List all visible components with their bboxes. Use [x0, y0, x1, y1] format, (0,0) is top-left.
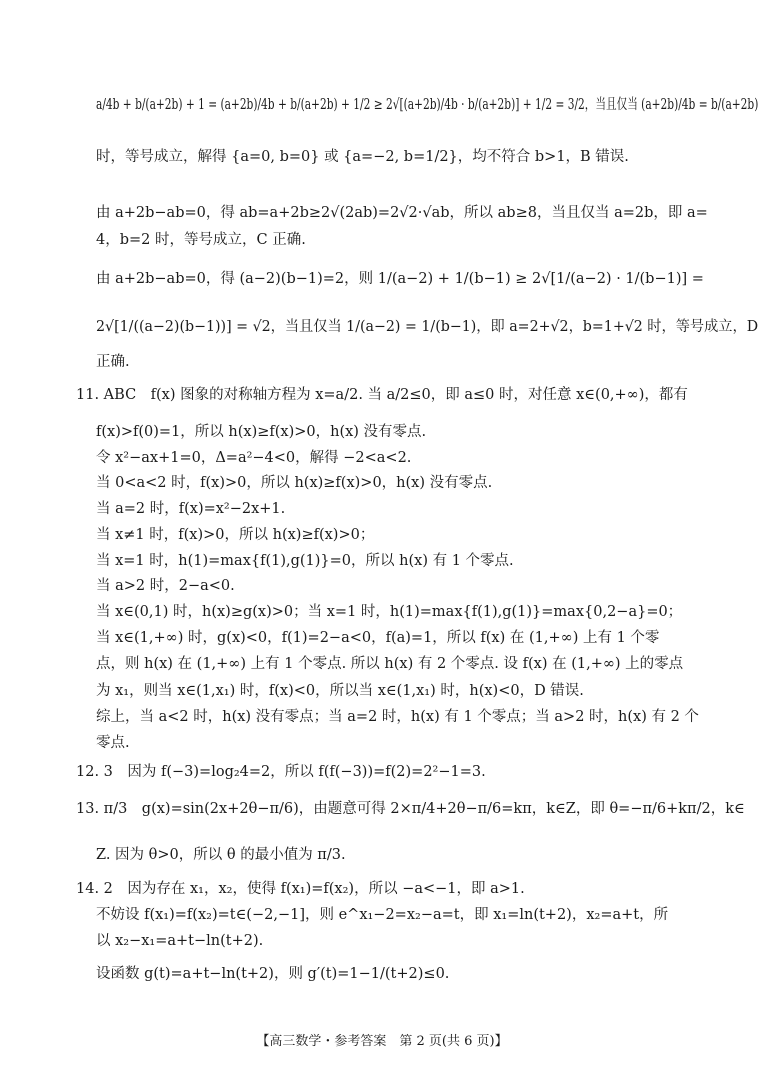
text-line: 令 x²−ax+1=0，Δ=a²−4<0，解得 −2<a<2. [96, 450, 412, 466]
text-line: f(x)>f(0)=1，所以 h(x)≥f(x)>0，h(x) 没有零点. [96, 424, 427, 440]
text-line: 14. 2 因为存在 x₁，x₂，使得 f(x₁)=f(x₂)，所以 −a<−1，即 a>1. [76, 881, 525, 897]
text-line: 当 x≠1 时，f(x)>0，所以 h(x)≥f(x)>0； [96, 527, 375, 543]
text-line: 当 a>2 时，2−a<0. [96, 578, 235, 594]
text-line: 4，b=2 时，等号成立，C 正确. [96, 232, 306, 248]
text-line: 2√[1/((a−2)(b−1))] = √2，当且仅当 1/(a−2) = 1/(b−1)，即 a=2+√2，b=1+√2 时，等号成立，D [96, 319, 759, 335]
text-line: 当 x∈(0,1) 时，h(x)≥g(x)>0；当 x=1 时，h(1)=max{f(1),g(1)}=max{0,2−a}=0； [96, 604, 683, 620]
text-line: 当 x=1 时，h(1)=max{f(1),g(1)}=0，所以 h(x) 有 1 个零点. [96, 553, 514, 569]
text-line: 当 x∈(1,+∞) 时，g(x)<0，f(1)=2−a<0，f(a)=1，所以 f(x) 在 (1,+∞) 上有 1 个零 [96, 630, 660, 646]
text-line: Z. 因为 θ>0，所以 θ 的最小值为 π/3. [96, 847, 346, 863]
text-line: 11. ABC f(x) 图象的对称轴方程为 x=a/2. 当 a/2≤0，即 a≤0 时，对任意 x∈(0,+∞)，都有 [76, 387, 688, 403]
page-footer: 【高三数学・参考答案 第 2 页(共 6 页)】 [256, 1034, 508, 1049]
text-line: 正确. [96, 354, 130, 370]
text-line: 不妨设 f(x₁)=f(x₂)=t∈(−2,−1]，则 e^x₁−2=x₂−a=t，即 x₁=ln(t+2)，x₂=a+t，所 [96, 907, 669, 923]
text-line: 当 0<a<2 时，f(x)>0，所以 h(x)≥f(x)>0，h(x) 没有零点. [96, 475, 493, 491]
text-line: 设函数 g(t)=a+t−ln(t+2)，则 g′(t)=1−1/(t+2)≤0. [96, 966, 450, 982]
text-line: 以 x₂−x₁=a+t−ln(t+2). [96, 933, 264, 949]
text-line: 为 x₁，则当 x∈(1,x₁) 时，f(x)<0，所以当 x∈(1,x₁) 时，h(x)<0，D 错误. [96, 683, 584, 699]
text-line: 点，则 h(x) 在 (1,+∞) 上有 1 个零点. 所以 h(x) 有 2 个零点. 设 f(x) 在 (1,+∞) 上的零点 [96, 656, 684, 672]
text-line: a/4b + b/(a+2b) + 1 = (a+2b)/4b + b/(a+2b) + 1/2 ≥ 2√[(a+2b)/4b · b/(a+2b)] + 1/2 = 3/2，当且仅当 (a+2b)/4b = b/(a+2b) [96, 97, 759, 113]
text-line: 由 a+2b−ab=0，得 ab=a+2b≥2√(2ab)=2√2·√ab，所以 ab≥8，当且仅当 a=2b，即 a= [96, 205, 708, 221]
text-line: 零点. [96, 735, 130, 751]
text-line: 当 a=2 时，f(x)=x²−2x+1. [96, 501, 286, 517]
text-line: 13. π/3 g(x)=sin(2x+2θ−π/6)，由题意可得 2×π/4+2θ−π/6=kπ，k∈Z，即 θ=−π/6+kπ/2，k∈ [76, 801, 745, 817]
text-line: 综上，当 a<2 时，h(x) 没有零点；当 a=2 时，h(x) 有 1 个零点；当 a>2 时，h(x) 有 2 个 [96, 709, 699, 725]
text-line: 由 a+2b−ab=0，得 (a−2)(b−1)=2，则 1/(a−2) + 1/(b−1) ≥ 2√[1/(a−2) · 1/(b−1)] = [96, 271, 704, 287]
text-line: 时，等号成立，解得 {a=0, b=0} 或 {a=−2, b=1/2}，均不符合 b>1，B 错误. [96, 149, 629, 165]
text-line: 12. 3 因为 f(−3)=log₂4=2，所以 f(f(−3))=f(2)=2²−1=3. [76, 764, 486, 780]
